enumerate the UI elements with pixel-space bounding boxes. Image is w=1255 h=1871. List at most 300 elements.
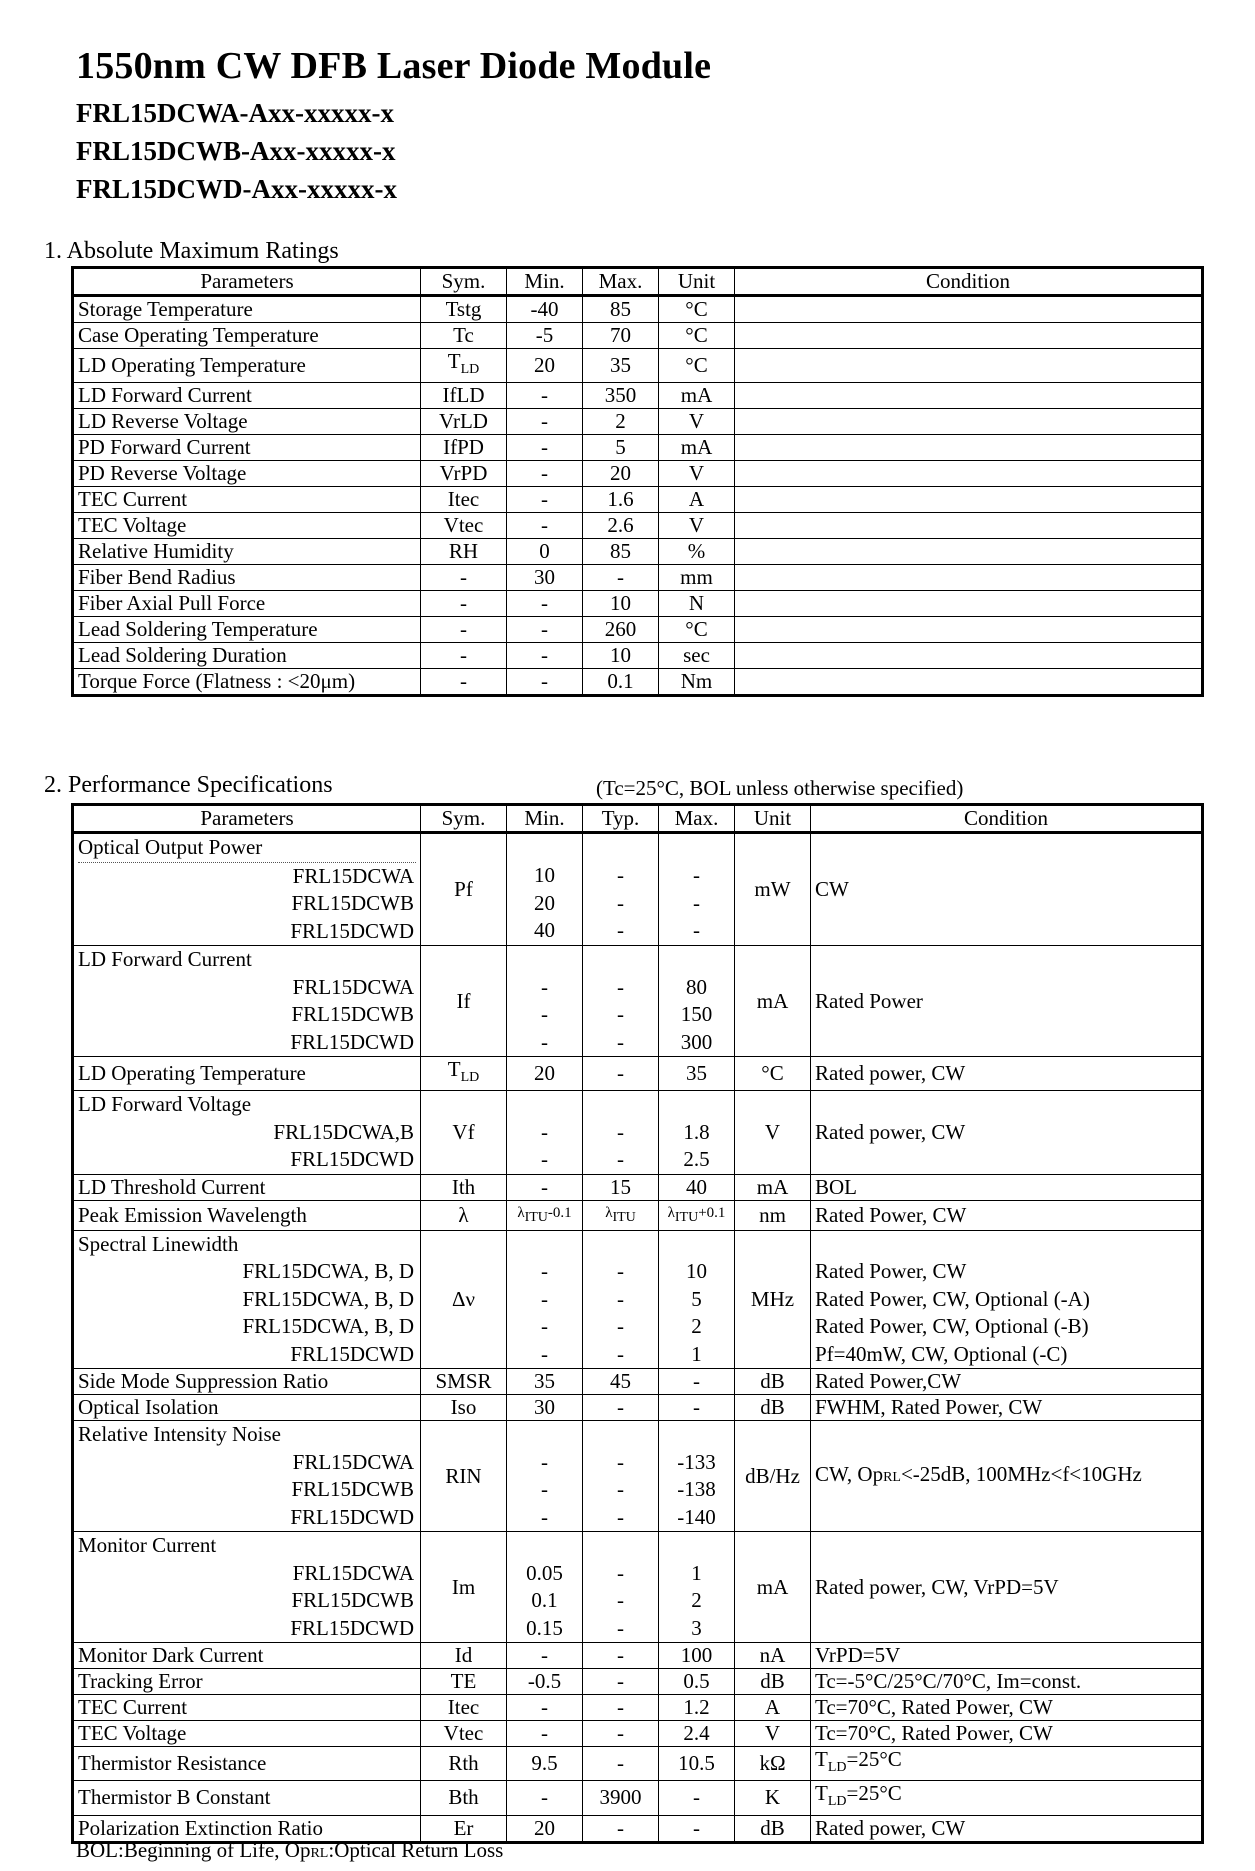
unit-cell: nm: [735, 1200, 811, 1230]
condition-cell: Tc=70°C, Rated Power, CW: [811, 1721, 1203, 1747]
min-cell: -: [507, 461, 583, 487]
table-row: [73, 1200, 1203, 1230]
variant-label: FRL15DCWD: [290, 1341, 414, 1366]
min-cell: -: [507, 669, 583, 696]
variant-label: FRL15DCWA, B, D: [242, 1286, 414, 1311]
column-header: Min.: [507, 805, 583, 833]
parameter-cell: [73, 1230, 421, 1369]
typ-cell: - - -: [583, 946, 659, 1057]
max-cell: 260: [583, 617, 659, 643]
symbol-cell: SMSR: [421, 1369, 507, 1395]
min-cell: -: [507, 1695, 583, 1721]
variant-label: FRL15DCWA: [292, 974, 414, 999]
condition-cell: BOL: [811, 1174, 1203, 1200]
variant-label: FRL15DCWB: [291, 1477, 414, 1502]
symbol-cell: Er: [421, 1815, 507, 1842]
condition-cell: CW, OpRL<-25dB, 100MHz<f<10GHz: [811, 1421, 1203, 1532]
min-cell: -: [507, 643, 583, 669]
min-cell: - -: [507, 1091, 583, 1175]
unit-cell: V: [659, 409, 735, 435]
typ-cell: - - -: [583, 1421, 659, 1532]
table-row: [73, 669, 1203, 696]
max-cell: 40: [659, 1174, 735, 1200]
table-row: [73, 1091, 1203, 1175]
parameter-name: Storage Temperature: [73, 296, 421, 323]
unit-cell: A: [659, 487, 735, 513]
min-cell: -40: [507, 296, 583, 323]
condition-cell: [735, 383, 1203, 409]
variant-label: FRL15DCWD: [290, 1615, 414, 1640]
condition-cell: [735, 617, 1203, 643]
table-row: [73, 296, 1203, 323]
page-title: 1550nm CW DFB Laser Diode Module: [76, 45, 712, 87]
max-cell: $\lambda_{ITU}+0.1$: [659, 1200, 735, 1230]
max-cell: 85: [583, 539, 659, 565]
condition-cell: [735, 435, 1203, 461]
typ-cell: - -: [583, 1091, 659, 1175]
min-cell: - - -: [507, 1421, 583, 1532]
max-cell: -: [659, 1369, 735, 1395]
table-row: [73, 1747, 1203, 1781]
table-row: [73, 409, 1203, 435]
table-row: [73, 565, 1203, 591]
unit-cell: °C: [659, 323, 735, 349]
max-cell: 1.2: [659, 1695, 735, 1721]
table-row: [73, 487, 1203, 513]
min-cell: 30: [507, 565, 583, 591]
variant-label: FRL15DCWD: [290, 918, 414, 943]
typ-cell: -: [583, 1721, 659, 1747]
condition-cell: Rated power, CW: [811, 1815, 1203, 1842]
condition-cell: [735, 565, 1203, 591]
footnote: BOL:Beginning of Life, OpRL:Optical Return Loss: [76, 1838, 504, 1862]
table-row: [73, 1057, 1203, 1091]
unit-cell: mA: [659, 383, 735, 409]
unit-cell: K: [735, 1781, 811, 1815]
table-body: [73, 833, 1203, 1643]
condition-cell: $T_{LD}=25^\circ C$: [811, 1747, 1203, 1781]
parameter-name: Lead Soldering Duration: [73, 643, 421, 669]
min-cell: 9.5: [507, 1747, 583, 1781]
variant-label: FRL15DCWB: [291, 1588, 414, 1613]
symbol-cell: -: [421, 617, 507, 643]
max-cell: 10: [583, 591, 659, 617]
symbol-cell: -: [421, 643, 507, 669]
condition-cell: FWHM, Rated Power, CW: [811, 1395, 1203, 1421]
unit-cell: dB: [735, 1669, 811, 1695]
unit-cell: °C: [659, 296, 735, 323]
parameter-name: Monitor Current: [78, 1533, 217, 1558]
condition-cell: CW: [811, 833, 1203, 946]
unit-cell: dB: [735, 1369, 811, 1395]
min-cell: 0.05 0.1 0.15: [507, 1532, 583, 1643]
table-row: [73, 539, 1203, 565]
condition-cell: Tc=70°C, Rated Power, CW: [811, 1695, 1203, 1721]
variant-label: FRL15DCWA,B: [273, 1119, 414, 1144]
min-cell: 20: [507, 349, 583, 383]
symbol-cell: VrPD: [421, 461, 507, 487]
unit-cell: mA: [659, 435, 735, 461]
parameter-name: PD Reverse Voltage: [73, 461, 421, 487]
symbol-cell: Vtec: [421, 513, 507, 539]
parameter-cell: [73, 1532, 421, 1643]
parameter-name: LD Forward Current: [78, 947, 252, 971]
min-cell: 35: [507, 1369, 583, 1395]
column-header: Parameters: [73, 268, 421, 296]
min-cell: -: [507, 1643, 583, 1669]
max-cell: 350: [583, 383, 659, 409]
unit-cell: MHz: [735, 1230, 811, 1369]
model-number: FRL15DCWB-Axx-xxxxx-x: [76, 136, 396, 166]
unit-cell: °C: [735, 1057, 811, 1091]
parameter-cell: [73, 1421, 421, 1532]
parameter-name: Case Operating Temperature: [73, 323, 421, 349]
max-cell: 0.5: [659, 1669, 735, 1695]
parameter-name: LD Forward Current: [73, 383, 421, 409]
max-cell: 20: [583, 461, 659, 487]
column-header: Unit: [735, 805, 811, 833]
symbol-cell: RH: [421, 539, 507, 565]
parameter-name: PD Forward Current: [73, 435, 421, 461]
min-cell: -: [507, 383, 583, 409]
column-header: Sym.: [421, 805, 507, 833]
table-row: [73, 1395, 1203, 1421]
table-row: [73, 1174, 1203, 1200]
unit-cell: V: [659, 461, 735, 487]
min-cell: 30: [507, 1395, 583, 1421]
unit-cell: dB: [735, 1395, 811, 1421]
max-cell: 10 5 2 1: [659, 1230, 735, 1369]
symbol-cell: Id: [421, 1643, 507, 1669]
table-row: [73, 1230, 1203, 1369]
min-cell: 0: [507, 539, 583, 565]
max-cell: 1.8 2.5: [659, 1091, 735, 1175]
condition-cell: Tc=-5°C/25°C/70°C, Im=const.: [811, 1669, 1203, 1695]
parameter-name: Spectral Linewidth: [78, 1231, 239, 1256]
table-row: [73, 1643, 1203, 1669]
symbol-cell: Δν: [421, 1230, 507, 1369]
parameter-name: Relative Intensity Noise: [78, 1422, 281, 1447]
table-row: [73, 1721, 1203, 1747]
typ-cell: -: [583, 1695, 659, 1721]
typ-cell: 3900: [583, 1781, 659, 1815]
typ-cell: 15: [583, 1174, 659, 1200]
condition-cell: Rated Power, CW Rated Power, CW, Optional (-A) Rated Power, CW, Optional (-B) Pf=40mW, CW, Optional (-C): [811, 1230, 1203, 1369]
condition-cell: [735, 349, 1203, 383]
max-cell: -: [659, 1781, 735, 1815]
absolute-max-ratings-table: [71, 266, 1204, 697]
condition-cell: Rated Power,CW: [811, 1369, 1203, 1395]
variant-label: FRL15DCWA: [292, 1560, 414, 1585]
symbol-cell: IfPD: [421, 435, 507, 461]
symbol-cell: RIN: [421, 1421, 507, 1532]
unit-cell: mm: [659, 565, 735, 591]
min-cell: - - - -: [507, 1230, 583, 1369]
parameter-cell: [73, 833, 421, 946]
symbol-cell: Tstg: [421, 296, 507, 323]
max-cell: 100: [659, 1643, 735, 1669]
min-cell: -: [507, 1781, 583, 1815]
min-cell: -: [507, 1174, 583, 1200]
max-cell: 70: [583, 323, 659, 349]
parameter-cell: [73, 1091, 421, 1175]
parameter-name: Monitor Dark Current: [73, 1643, 421, 1669]
symbol-cell: Itec: [421, 487, 507, 513]
unit-cell: V: [735, 1091, 811, 1175]
parameter-name: LD Operating Temperature: [73, 1057, 421, 1091]
unit-cell: A: [735, 1695, 811, 1721]
symbol-cell: IfLD: [421, 383, 507, 409]
min-cell: 20: [507, 1815, 583, 1842]
max-cell: -133 -138 -140: [659, 1421, 735, 1532]
unit-cell: nA: [735, 1643, 811, 1669]
max-cell: 2.4: [659, 1721, 735, 1747]
unit-cell: dB/Hz: [735, 1421, 811, 1532]
parameter-name: Fiber Bend Radius: [73, 565, 421, 591]
min-cell: -: [507, 409, 583, 435]
parameter-name: Tracking Error: [73, 1669, 421, 1695]
max-cell: 1.6: [583, 487, 659, 513]
table-row: [73, 323, 1203, 349]
condition-cell: [735, 539, 1203, 565]
symbol-cell: VrLD: [421, 409, 507, 435]
section-heading-absolute-max: 1. Absolute Maximum Ratings: [44, 238, 339, 264]
condition-cell: [735, 409, 1203, 435]
symbol-cell: Bth: [421, 1781, 507, 1815]
parameter-name: TEC Voltage: [73, 1721, 421, 1747]
max-cell: 2: [583, 409, 659, 435]
variant-label: FRL15DCWA: [292, 1449, 414, 1474]
conditions-note: (Tc=25°C, BOL unless otherwise specified): [596, 776, 964, 800]
max-cell: 35: [659, 1057, 735, 1091]
unit-cell: mW: [735, 833, 811, 946]
unit-cell: Nm: [659, 669, 735, 696]
parameter-cell: [73, 946, 421, 1057]
unit-cell: mA: [735, 1532, 811, 1643]
parameter-name: Torque Force (Flatness : <20μm): [73, 669, 421, 696]
table-row: [73, 1781, 1203, 1815]
parameter-name: Optical Isolation: [73, 1395, 421, 1421]
table-row: [73, 946, 1203, 1057]
symbol-cell: -: [421, 669, 507, 696]
table-row: [73, 1695, 1203, 1721]
typ-cell: -: [583, 1643, 659, 1669]
table-row: [73, 1421, 1203, 1532]
typ-cell: -: [583, 1747, 659, 1781]
table-header-row: [73, 268, 1203, 296]
min-cell: -5: [507, 323, 583, 349]
condition-cell: [735, 487, 1203, 513]
min-cell: -: [507, 591, 583, 617]
table-row: [73, 591, 1203, 617]
column-header: Condition: [735, 268, 1203, 296]
variant-label: FRL15DCWB: [291, 1002, 414, 1026]
section-heading-performance: 2. Performance Specifications: [44, 772, 333, 798]
max-cell: 2.6: [583, 513, 659, 539]
parameter-name: LD Threshold Current: [73, 1174, 421, 1200]
condition-cell: Rated Power: [811, 946, 1203, 1057]
variant-label: FRL15DCWA: [292, 863, 414, 888]
parameter-name: Thermistor Resistance: [73, 1747, 421, 1781]
unit-cell: N: [659, 591, 735, 617]
unit-cell: °C: [659, 617, 735, 643]
condition-cell: [735, 461, 1203, 487]
min-cell: 10 20 40: [507, 833, 583, 946]
condition-cell: Rated Power, CW: [811, 1200, 1203, 1230]
condition-cell: Rated power, CW, VrPD=5V: [811, 1532, 1203, 1643]
min-cell: -: [507, 435, 583, 461]
min-cell: -: [507, 513, 583, 539]
parameter-name: LD Operating Temperature: [73, 349, 421, 383]
symbol-cell: Tc: [421, 323, 507, 349]
max-cell: 10.5: [659, 1747, 735, 1781]
typ-cell: - - -: [583, 833, 659, 946]
table-row: [73, 383, 1203, 409]
column-header: Sym.: [421, 268, 507, 296]
parameter-name: Fiber Axial Pull Force: [73, 591, 421, 617]
column-header: Condition: [811, 805, 1203, 833]
unit-cell: mA: [735, 946, 811, 1057]
max-cell: 5: [583, 435, 659, 461]
table-row: [73, 833, 1203, 946]
column-header: Unit: [659, 268, 735, 296]
min-cell: -: [507, 617, 583, 643]
typ-cell: -: [583, 1395, 659, 1421]
unit-cell: kΩ: [735, 1747, 811, 1781]
condition-cell: [735, 296, 1203, 323]
table-row: [73, 349, 1203, 383]
max-cell: 10: [583, 643, 659, 669]
parameter-name: TEC Current: [73, 1695, 421, 1721]
typ-cell: -: [583, 1057, 659, 1091]
max-cell: 80 150 300: [659, 946, 735, 1057]
table-row: [73, 435, 1203, 461]
symbol-cell: If: [421, 946, 507, 1057]
variant-label: FRL15DCWD: [290, 1504, 414, 1529]
symbol-cell: TE: [421, 1669, 507, 1695]
variant-label: FRL15DCWA, B, D: [242, 1314, 414, 1339]
performance-specifications-table: [71, 803, 1204, 1844]
min-cell: - - -: [507, 946, 583, 1057]
unit-cell: V: [659, 513, 735, 539]
min-cell: -0.5: [507, 1669, 583, 1695]
condition-cell: [735, 669, 1203, 696]
condition-cell: [735, 591, 1203, 617]
parameter-name: LD Forward Voltage: [78, 1092, 252, 1117]
symbol-cell: -: [421, 591, 507, 617]
column-header: Min.: [507, 268, 583, 296]
symbol-cell: Vtec: [421, 1721, 507, 1747]
typ-cell: - - -: [583, 1532, 659, 1643]
symbol-cell: Ith: [421, 1174, 507, 1200]
table-body: [73, 296, 1203, 696]
model-number: FRL15DCWD-Axx-xxxxx-x: [76, 174, 397, 204]
variant-label: FRL15DCWB: [291, 891, 414, 915]
symbol-cell: $T_{LD}$: [421, 349, 507, 383]
max-cell: - - -: [659, 833, 735, 946]
column-header: Parameters: [73, 805, 421, 833]
min-cell: 20: [507, 1057, 583, 1091]
max-cell: 1 2 3: [659, 1532, 735, 1643]
table-row: [73, 1532, 1203, 1643]
parameter-name: TEC Voltage: [73, 513, 421, 539]
symbol-cell: Itec: [421, 1695, 507, 1721]
condition-cell: $T_{LD}=25^\circ C$: [811, 1781, 1203, 1815]
symbol-cell: Pf: [421, 833, 507, 946]
column-header: Typ.: [583, 805, 659, 833]
table-row: [73, 1669, 1203, 1695]
symbol-cell: $T_{LD}$: [421, 1057, 507, 1091]
condition-cell: VrPD=5V: [811, 1643, 1203, 1669]
min-cell: -: [507, 1721, 583, 1747]
min-cell: -: [507, 487, 583, 513]
variant-label: FRL15DCWA, B, D: [242, 1259, 414, 1284]
max-cell: 35: [583, 349, 659, 383]
parameter-name: Lead Soldering Temperature: [73, 617, 421, 643]
min-cell: $\lambda_{ITU}-0.1$: [507, 1200, 583, 1230]
unit-cell: %: [659, 539, 735, 565]
title-block: [76, 44, 711, 208]
table-row: [73, 617, 1203, 643]
condition-cell: [735, 323, 1203, 349]
parameter-name: Side Mode Suppression Ratio: [73, 1369, 421, 1395]
variant-label: FRL15DCWD: [290, 1147, 414, 1172]
table-body: [73, 1747, 1203, 1842]
symbol-cell: Im: [421, 1532, 507, 1643]
typ-cell: - - - -: [583, 1230, 659, 1369]
parameter-name: LD Reverse Voltage: [73, 409, 421, 435]
typ-cell: $\lambda_{ITU}$: [583, 1200, 659, 1230]
max-cell: -: [659, 1815, 735, 1842]
max-cell: -: [583, 565, 659, 591]
table-row: [73, 461, 1203, 487]
max-cell: 85: [583, 296, 659, 323]
typ-cell: -: [583, 1815, 659, 1842]
condition-cell: [735, 643, 1203, 669]
parameter-name: Optical Output Power: [78, 834, 416, 863]
max-cell: 0.1: [583, 669, 659, 696]
parameter-name: Polarization Extinction Ratio: [73, 1815, 421, 1842]
symbol-cell: λ: [421, 1200, 507, 1230]
symbol-cell: Iso: [421, 1395, 507, 1421]
unit-cell: mA: [735, 1174, 811, 1200]
symbol-cell: Rth: [421, 1747, 507, 1781]
table-row: [73, 513, 1203, 539]
unit-cell: sec: [659, 643, 735, 669]
column-header: Max.: [659, 805, 735, 833]
symbol-cell: -: [421, 565, 507, 591]
variant-label: FRL15DCWD: [290, 1029, 414, 1054]
table-body: [73, 1643, 1203, 1747]
parameter-name: TEC Current: [73, 487, 421, 513]
unit-cell: dB: [735, 1815, 811, 1842]
table-header-row: [73, 805, 1203, 833]
parameter-name: Thermistor B Constant: [73, 1781, 421, 1815]
condition-cell: [735, 513, 1203, 539]
typ-cell: -: [583, 1669, 659, 1695]
model-number: FRL15DCWA-Axx-xxxxx-x: [76, 98, 394, 128]
unit-cell: V: [735, 1721, 811, 1747]
table-row: [73, 1369, 1203, 1395]
max-cell: -: [659, 1395, 735, 1421]
parameter-name: Relative Humidity: [73, 539, 421, 565]
condition-cell: Rated power, CW: [811, 1057, 1203, 1091]
column-header: Max.: [583, 268, 659, 296]
typ-cell: 45: [583, 1369, 659, 1395]
parameter-name: Peak Emission Wavelength: [73, 1200, 421, 1230]
condition-cell: Rated power, CW: [811, 1091, 1203, 1175]
unit-cell: °C: [659, 349, 735, 383]
